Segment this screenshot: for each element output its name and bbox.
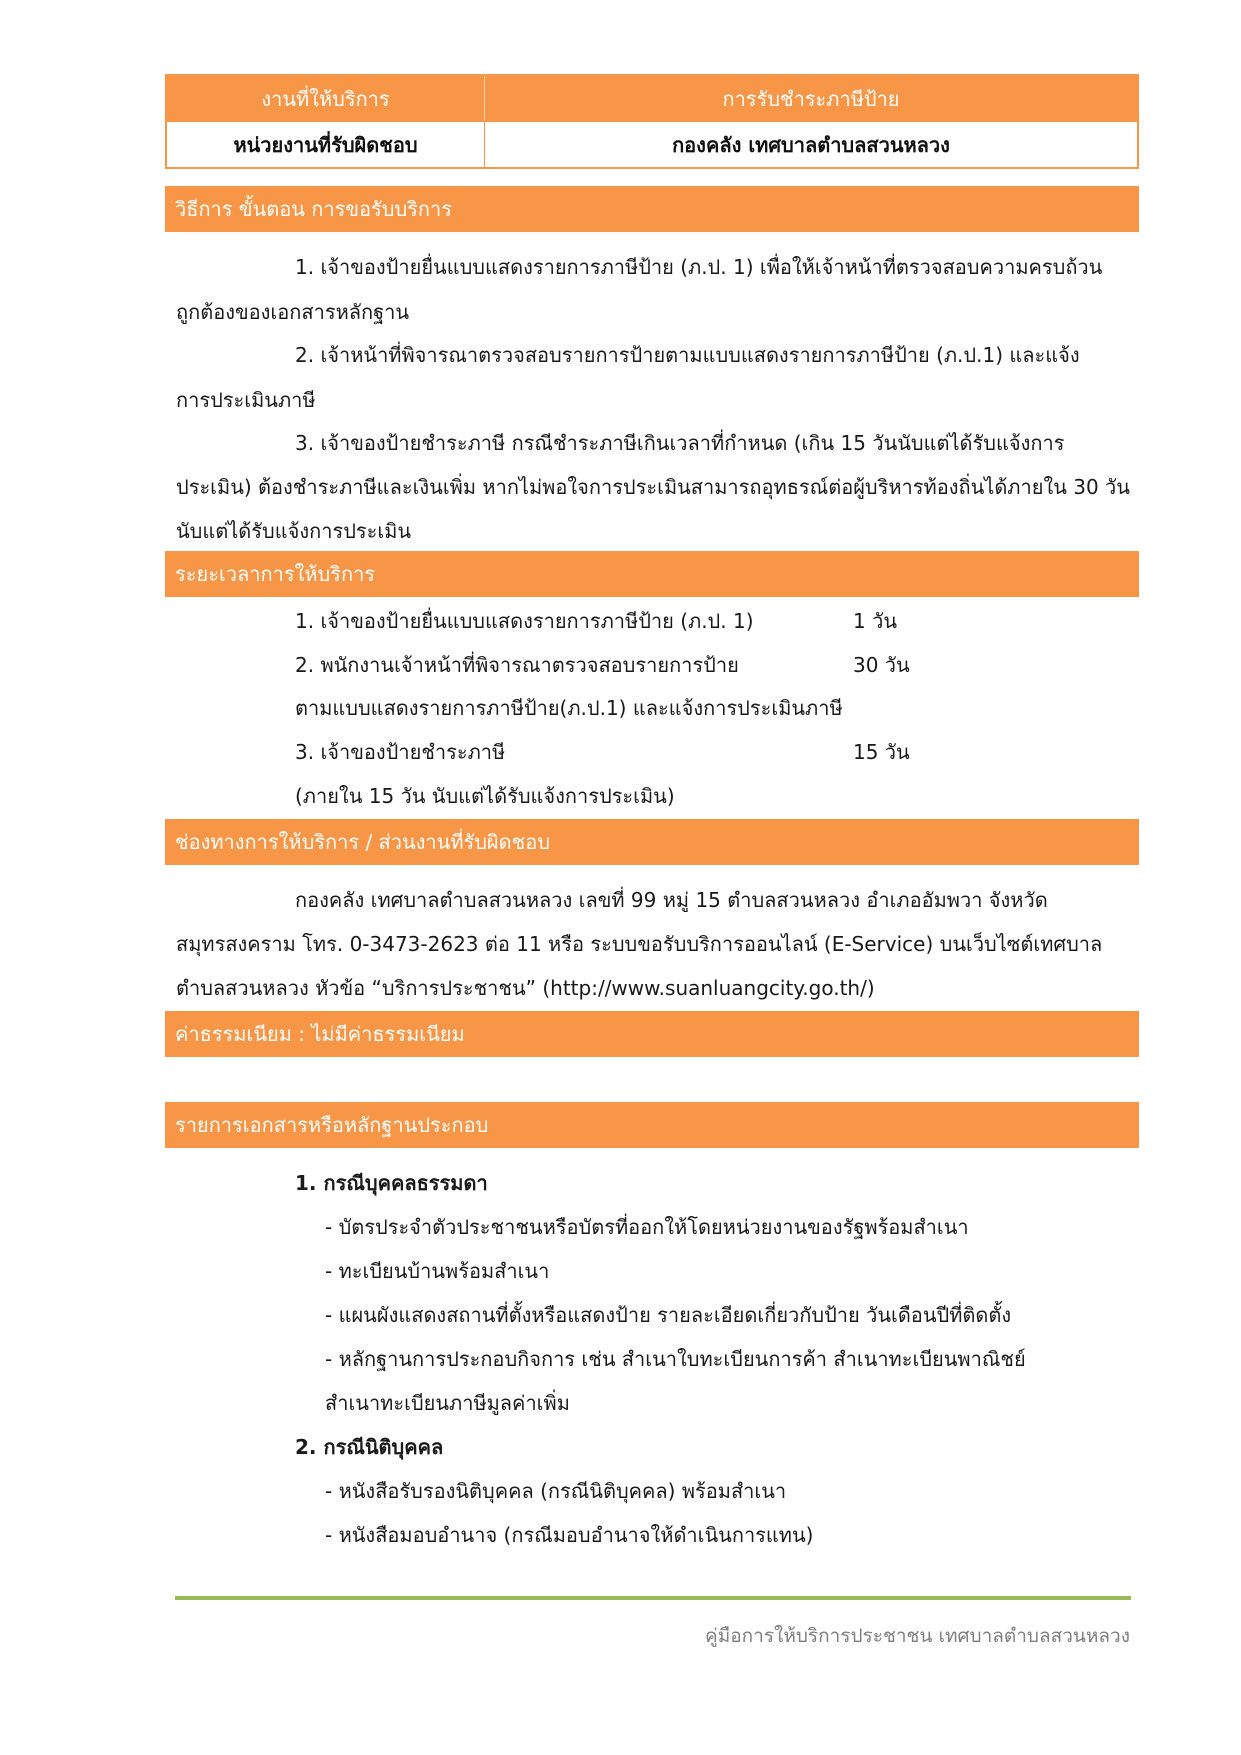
duration-item: 3. เจ้าของป้ายชำระภาษี (295, 740, 506, 764)
procedure-line: การประเมินภาษี (176, 388, 316, 412)
duration-item: ตามแบบแสดงรายการภาษีป้าย(ภ.ป.1) และแจ้งการประเมินภาษี (295, 696, 843, 720)
channel-line: ตำบลสวนหลวง หัวข้อ “บริการประชาชน” (http://www.suanluangcity.go.th/) (176, 976, 875, 1000)
department-label: หน่วยงานที่รับผิดชอบ (167, 122, 485, 167)
duration-heading: ระยะเวลาการให้บริการ (165, 551, 1139, 597)
channel-line: สมุทรสงคราม โทร. 0-3473-2623 ต่อ 11 หรือ ระบบขอรับบริการออนไลน์ (E-Service) บนเว็บไซต์เทศบาล (176, 932, 1103, 956)
document-item: - หนังสือรับรองนิติบุคคล (กรณีนิติบุคคล) พร้อมสำเนา (325, 1479, 787, 1503)
document-item: - ทะเบียนบ้านพร้อมสำเนา (325, 1259, 550, 1283)
duration-item: 2. พนักงานเจ้าหน้าที่พิจารณาตรวจสอบรายการป้าย (295, 653, 739, 677)
documents-heading: รายการเอกสารหรือหลักฐานประกอบ (165, 1102, 1139, 1148)
fee-heading: ค่าธรรมเนียม : ไม่มีค่าธรรมเนียม (165, 1011, 1139, 1057)
procedure-line: 1. เจ้าของป้ายยื่นแบบแสดงรายการภาษีป้าย (ภ.ป. 1) เพื่อให้เจ้าหน้าที่ตรวจสอบความครบถ้วน (295, 255, 1103, 279)
document-item: - หลักฐานการประกอบกิจการ เช่น สำเนาใบทะเบียนการค้า สำเนาทะเบียนพาณิชย์ (325, 1347, 1026, 1371)
department-value: กองคลัง เทศบาลตำบลสวนหลวง (672, 132, 950, 157)
duration-item: (ภายใน 15 วัน นับแต่ได้รับแจ้งการประเมิน) (295, 784, 675, 808)
channel-heading: ช่องทางการให้บริการ / ส่วนงานที่รับผิดชอบ (165, 819, 1139, 865)
procedure-heading: วิธีการ ขั้นตอน การขอรับบริการ (165, 186, 1139, 232)
document-item: สำเนาทะเบียนภาษีมูลค่าเพิ่ม (325, 1391, 570, 1415)
documents-group-title: 2. กรณีนิติบุคคล (295, 1435, 444, 1459)
documents-group-title: 1. กรณีบุคคลธรรมดา (295, 1171, 488, 1195)
channel-line: กองคลัง เทศบาลตำบลสวนหลวง เลขที่ 99 หมู่ 15 ตำบลสวนหลวง อำเภออัมพวา จังหวัด (295, 888, 1048, 912)
service-value: การรับชำระภาษีป้าย (722, 86, 900, 111)
duration-time: 30 วัน (853, 653, 910, 677)
procedure-line: นับแต่ได้รับแจ้งการประเมิน (176, 519, 412, 543)
duration-time: 15 วัน (853, 740, 910, 764)
service-label: งานที่ให้บริการ (167, 76, 485, 121)
document-item: - บัตรประจำตัวประชาชนหรือบัตรที่ออกให้โดยหน่วยงานของรัฐพร้อมสำเนา (325, 1215, 969, 1239)
footer-divider (175, 1596, 1131, 1600)
procedure-line: 2. เจ้าหน้าที่พิจารณาตรวจสอบรายการป้ายตามแบบแสดงรายการภาษีป้าย (ภ.ป.1) และแจ้ง (295, 343, 1080, 367)
duration-item: 1. เจ้าของป้ายยื่นแบบแสดงรายการภาษีป้าย (ภ.ป. 1) (295, 609, 754, 633)
procedure-line: ถูกต้องของเอกสารหลักฐาน (176, 300, 410, 324)
procedure-line: ประเมิน) ต้องชำระภาษีและเงินเพิ่ม หากไม่พอใจการประเมินสามารถอุทธรณ์ต่อผู้บริหารท้องถิ่นได้ภายใน 30 วัน (176, 475, 1130, 499)
service-row (167, 76, 1137, 121)
duration-time: 1 วัน (853, 609, 897, 633)
document-item: - หนังสือมอบอำนาจ (กรณีมอบอำนาจให้ดำเนินการแทน) (325, 1523, 814, 1547)
service-info-table (165, 74, 1139, 169)
document-item: - แผนผังแสดงสถานที่ตั้งหรือแสดงป้าย รายละเอียดเกี่ยวกับป้าย วันเดือนปีที่ติดตั้ง (325, 1303, 1012, 1327)
procedure-line: 3. เจ้าของป้ายชำระภาษี กรณีชำระภาษีเกินเวลาที่กำหนด (เกิน 15 วันนับแต่ได้รับแจ้งการ (295, 431, 1065, 455)
footer-text: คู่มือการให้บริการประชาชน เทศบาลตำบลสวนหลวง (705, 1625, 1130, 1647)
department-row (167, 121, 1137, 167)
